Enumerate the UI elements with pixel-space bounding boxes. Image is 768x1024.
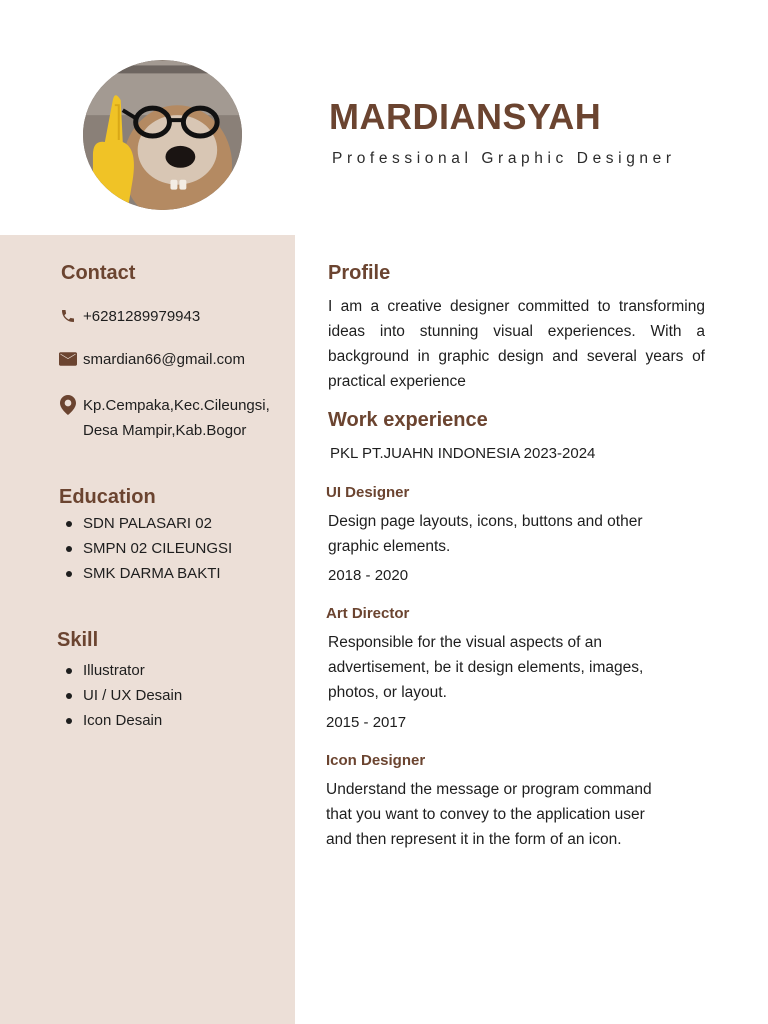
education-item: SDN PALASARI 02 <box>64 511 232 536</box>
job-description-ui-designer <box>328 509 643 559</box>
profile-text: I am a creative designer committed to transforming ideas into stunning visual experiences. With a background in graphic design and several years of practical experience <box>328 298 705 390</box>
job-description-icon-designer <box>326 777 652 852</box>
phone-icon <box>59 307 77 325</box>
profile-photo <box>83 60 242 210</box>
job-title-icon-designer: Icon Designer <box>326 752 426 769</box>
address-line-2: Desa Mampir,Kab.Bogor <box>83 422 247 439</box>
job-period-ui-designer: 2018 - 2020 <box>328 567 409 584</box>
job-description-line: advertisement, be it design elements, images, <box>328 659 644 676</box>
skill-item: Icon Desain <box>64 708 182 733</box>
job-description-line: Understand the message or program command <box>326 781 652 798</box>
contact-title: Contact <box>61 262 136 284</box>
job-description-line: that you want to convey to the application user <box>326 806 645 823</box>
skill-title: Skill <box>57 629 99 651</box>
skill-item: Illustrator <box>64 658 182 683</box>
job-period-art-director: 2015 - 2017 <box>326 714 407 731</box>
contact-phone[interactable] <box>59 304 200 329</box>
profile-title: Profile <box>328 262 391 284</box>
job-description-line: photos, or layout. <box>328 684 447 701</box>
job-title-ui-designer: UI Designer <box>326 484 410 501</box>
email-address: smardian66@gmail.com <box>83 351 245 368</box>
job-description-line: graphic elements. <box>328 538 451 555</box>
contact-email[interactable] <box>59 347 245 372</box>
contact-address <box>59 393 270 443</box>
phone-number: +6281289979943 <box>83 308 201 325</box>
education-item: SMK DARMA BAKTI <box>64 561 232 586</box>
skill-item: UI / UX Desain <box>64 683 182 708</box>
skill-list <box>64 658 182 733</box>
candidate-role: Professional Graphic Designer <box>332 150 676 167</box>
job-description-line: and then represent it in the form of an icon. <box>326 831 622 848</box>
education-item: SMPN 02 CILEUNGSI <box>64 536 232 561</box>
address-line-1: Kp.Cempaka,Kec.Cileungsi, <box>83 397 270 414</box>
work-experience-title: Work experience <box>328 409 488 431</box>
education-title: Education <box>59 486 156 508</box>
address-text <box>83 393 270 443</box>
job-description-line: Responsible for the visual aspects of an <box>328 634 602 651</box>
internship-line: PKL PT.JUAHN INDONESIA 2023-2024 <box>330 445 596 462</box>
job-description-art-director <box>328 630 643 705</box>
education-list <box>64 511 232 586</box>
email-icon <box>59 350 77 368</box>
dog-with-glasses-image <box>83 60 242 210</box>
location-pin-icon <box>59 396 77 414</box>
candidate-name: MARDIANSYAH <box>329 96 602 137</box>
job-description-line: Design page layouts, icons, buttons and other <box>328 513 643 530</box>
job-title-art-director: Art Director <box>326 605 410 622</box>
